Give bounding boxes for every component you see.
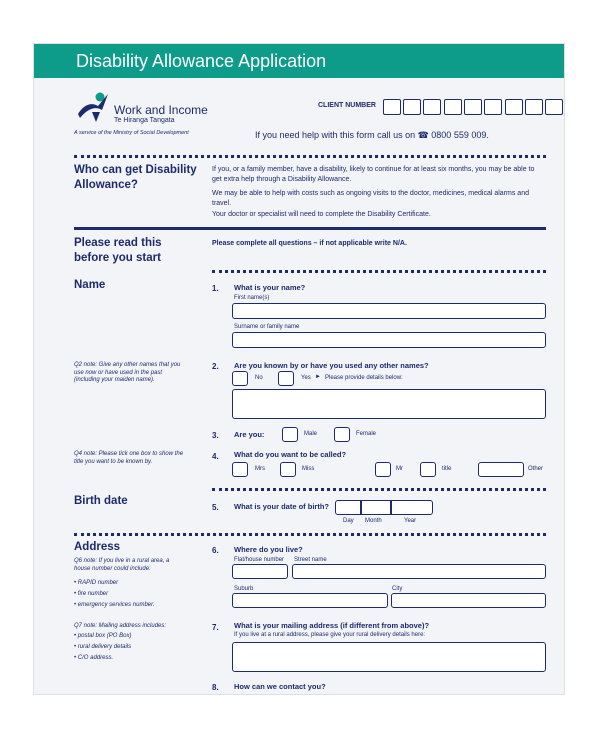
q1-label: What is your name? [234,283,306,292]
q7-sub: If you live at a rural address, please give your rural delivery details here: [234,632,426,638]
q2-no-label: No [255,375,263,381]
q2-yes-hint: Please provide details below: [325,375,403,381]
list-item: • emergency services number. [74,602,155,608]
male-label: Male [304,431,318,437]
city-input[interactable] [391,593,546,608]
divider [212,270,546,273]
other-label: Other [528,466,544,472]
intro-p2: We may be able to help with costs such as ongoing visits to the doctor, medicines, medical alarms and travel. [212,190,529,207]
list-item: • postal box (PO Box) [74,633,132,639]
q7-label: What is your mailing address (if different from above)? [234,621,430,630]
list-item: • fire number [74,591,109,597]
q5-number: 5. [212,503,219,512]
q2-no-checkbox[interactable] [232,371,248,386]
client-number-digit[interactable] [464,99,482,115]
suburb-label: Suburb [234,586,254,592]
street-label: Street name [294,557,327,563]
q6-number: 6. [212,546,219,555]
client-number-digit[interactable] [383,99,401,115]
surname-input[interactable] [232,332,546,348]
page-title: Disability Allowance Application [76,51,327,71]
q2-yes-label: Yes [301,375,311,381]
first-name-label: First name(s) [234,295,270,301]
year-label: Year [404,518,417,524]
miss-checkbox[interactable] [280,462,296,477]
suburb-input[interactable] [232,593,388,608]
birth-day-input[interactable] [335,500,361,515]
q4-number: 4. [212,452,219,461]
q3-label: Are you: [234,430,265,439]
list-item: • C/O address. [74,655,114,661]
mrs-checkbox[interactable] [232,462,248,477]
list-item: • rural delivery details [74,644,132,650]
list-item: • RAPID number [74,580,119,586]
mr-label: Mr [396,466,403,472]
client-number-digit[interactable] [423,99,441,115]
client-number-digit[interactable] [484,99,502,115]
q6-label: Where do you live? [234,545,303,554]
other-names-input[interactable] [232,389,546,419]
q1-number: 1. [212,284,219,293]
q2-yes-checkbox[interactable] [278,371,294,386]
flat-label: Flat/house number [234,557,285,563]
help-text: If you need help with this form call us on ☎ 0800 559 009. [255,130,489,140]
divider [74,155,546,158]
surname-label: Surname or family name [234,324,300,330]
q4-note: Q4 note: Please tick one box to show the title you want to be known by. [74,451,184,465]
form-page [34,44,564,694]
male-checkbox[interactable] [282,427,298,442]
q8-label: How can we contact you? [234,682,326,691]
q2-label: Are you known by or have you used any other names? [234,361,429,370]
street-input[interactable] [292,564,546,579]
read-text: Please complete all questions – if not applicable write N/A. [212,240,407,247]
q2-note: Q2 note: Give any other names that you use now or have used in the past (including your maiden name). [74,362,181,383]
intro-p1: If you, or a family member, have a disability, likely to continue for at least six months, you may be able to get extra help through a Disability Allowance. [212,166,535,183]
female-label: Female [356,431,377,437]
work-and-income-logo-icon [74,88,114,124]
intro-p3: Your doctor or specialist will need to complete the Disability Certificate. [212,211,431,218]
divider [74,533,546,536]
q4-label: What do you want to be called? [234,450,347,459]
client-number-digit[interactable] [505,99,523,115]
first-name-input[interactable] [232,303,546,319]
read-heading: Please read this before you start [74,237,162,264]
other-title-input[interactable] [478,462,524,477]
org-name: Work and Income [114,103,208,117]
title-label: title [442,466,452,472]
client-number-digit[interactable] [444,99,462,115]
mrs-label: Mrs [255,466,265,472]
divider [212,488,546,491]
q7-note: Q7 note: Mailing address includes: [74,623,167,629]
arrow-right-icon: ► [315,374,321,380]
divider [74,227,546,230]
city-label: City [392,586,403,592]
flat-input[interactable] [232,564,288,579]
birth-month-input[interactable] [361,500,391,515]
client-number-label: CLIENT NUMBER [318,102,376,109]
org-subname: Te Hiranga Tangata [114,117,175,124]
day-label: Day [343,518,354,524]
name-heading: Name [74,279,106,291]
birth-heading: Birth date [74,495,128,507]
q3-number: 3. [212,431,219,440]
intro-heading: Who can get Disability Allowance? [74,164,197,191]
q6-note: Q6 note: If you live in a rural area, a house number could include: [74,558,170,572]
miss-label: Miss [302,466,315,472]
q7-number: 7. [212,623,219,632]
client-number-digit[interactable] [525,99,543,115]
female-checkbox[interactable] [334,427,350,442]
birth-year-input[interactable] [391,500,433,515]
org-service: A service of the Ministry of Social Development [74,130,189,136]
q5-label: What is your date of birth? [234,502,329,511]
month-label: Month [365,518,382,524]
client-number-digit[interactable] [403,99,421,115]
mailing-address-input[interactable] [232,642,546,672]
title-banner [34,44,564,78]
title-checkbox[interactable] [420,462,436,477]
mr-checkbox[interactable] [375,462,391,477]
client-number-digit[interactable] [545,99,563,115]
q2-number: 2. [212,362,219,371]
q8-number: 8. [212,683,219,692]
address-heading: Address [74,541,121,553]
